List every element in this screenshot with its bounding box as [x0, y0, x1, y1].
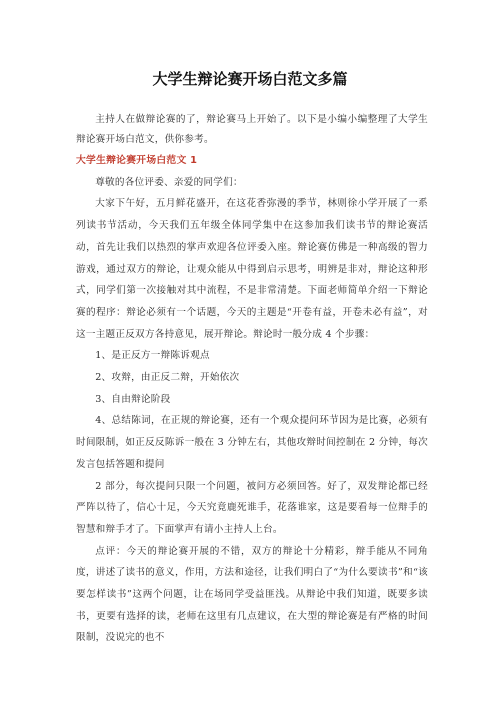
document-title: 大学生辩论赛开场白范文多篇	[152, 70, 348, 88]
step-list-item: 2、攻辩，由正反二辩，开始依次	[95, 372, 240, 384]
document-body	[76, 110, 428, 649]
salutation-paragraph: 尊敬的各位评委、亲爱的同学们：	[95, 176, 243, 188]
section-heading: 大学生辩论赛开场白范文 1	[76, 155, 198, 166]
step-list-item: 3、自由辩论阶段	[95, 393, 171, 405]
intro-paragraph: 主持人在做辩论赛的了，辩论赛马上开始了。以下是小编小编整理了大学生辩论赛开场白范文，供你参考。	[76, 114, 428, 145]
comment-paragraph: 点评：今天的辩论赛开展的不错，双方的辩论十分精彩，辩手能从不同角度，讲述了读书的意义，作用，方法和途径，让我们明白了“为什么要读书”和“该要怎样读书”这两个问题，让在场同学受益匪浅。从辩论中我们知道，既要多读书，更要有选择的读，老师在这里有几点建议，在大型的辩论赛是有严格的时间限制，没说完的也不	[76, 545, 428, 644]
step-list-item: 1、是正反方一辩陈诉观点	[95, 350, 210, 362]
body-paragraph: 2 部分，每次提问只限一个问题，被问方必须回答。好了，双发辩论都已经严阵以待了，信心十足，今天究竟鹿死谁手，花落谁家，这是要看每一位辩手的智慧和辩手才了。下面掌声有请小主持人上台。	[76, 480, 428, 535]
body-paragraph: 大家下午好，五月鲜花盛开，在这花香弥漫的季节，林则徐小学开展了一系列读书节活动，今天我们五年级全体同学集中在这参加我们读书节的辩论赛活动，首先让我们以热烈的掌声欢迎各位评委入座。辩论赛仿佛是一种高级的智力游戏，通过双方的辩论，让观众能从中得到启示思考，明辨是非对，辩论这种形式，同学们第一次接触对其中流程，不是非常清楚。下面老师简单介绍一下辩论赛的程序：辩论必须有一个话题，今天的主题是“开卷有益，开卷未必有益”，对这一主题正反双方各持意见，展开辩论。辩论时一般分成 4 个步骤：	[76, 198, 428, 340]
body-paragraph: 4、总结陈词，在正规的辩论赛，还有一个观众提问环节因为是比赛，必须有时间限制，如正反反陈诉一般在 3 分钟左右，其他攻辩时间控制在 2 分钟，每次发言包括答题和提问	[76, 415, 428, 470]
